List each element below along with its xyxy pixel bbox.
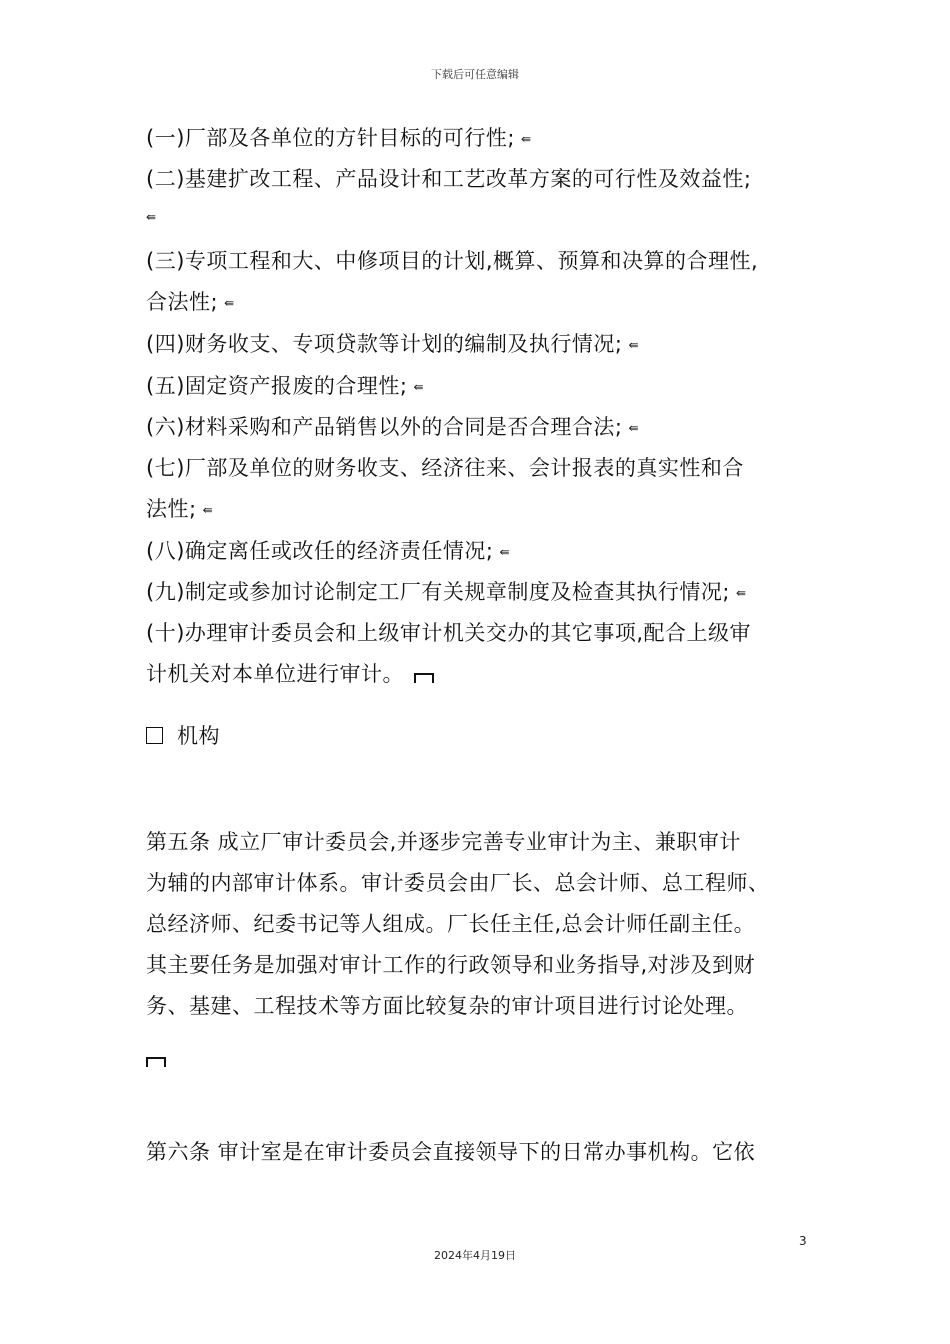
article-text: 总经济师、纪委书记等人组成。厂长任主任,总会计师任副主任。 [146, 912, 756, 936]
paragraph-break-icon [414, 673, 434, 683]
article-line [146, 949, 755, 979]
checkbox-icon [146, 727, 163, 744]
paragraph-mark-icon: ⇚ [202, 503, 214, 517]
list-item [146, 163, 751, 193]
list-item-continuation [146, 493, 213, 523]
list-item-continuation [146, 204, 157, 228]
list-item [146, 122, 532, 152]
list-item [146, 452, 744, 482]
list-item-text: (九)制定或参加讨论制定工厂有关规章制度及检查其执行情况; [146, 580, 730, 604]
paragraph-mark-icon: ⇚ [735, 586, 747, 600]
article-line [146, 990, 748, 1020]
article-text: 为辅的内部审计体系。审计委员会由厂长、总会计师、总工程师、 [146, 871, 770, 895]
article-text: 其主要任务是加强对审计工作的行政领导和业务指导,对涉及到财 [146, 953, 756, 977]
article-line [146, 826, 741, 856]
article-line [146, 1136, 755, 1166]
paragraph-mark-icon: ⇚ [628, 421, 640, 435]
list-item [146, 411, 639, 441]
list-item-text: (四)财务收支、专项贷款等计划的编制及执行情况; [146, 332, 623, 356]
list-item-text: 计机关对本单位进行审计。 [146, 662, 404, 686]
list-item [146, 370, 424, 400]
list-item-text: (五)固定资产报废的合理性; [146, 374, 408, 398]
list-item [146, 535, 510, 565]
list-item [146, 328, 639, 358]
list-item-text: (七)厂部及单位的财务收支、经济往来、会计报表的真实性和合 [146, 456, 744, 480]
paragraph-mark-icon: ⇚ [146, 210, 157, 224]
paragraph-mark-icon: ⇚ [628, 338, 640, 352]
paragraph-mark-icon: ⇚ [224, 296, 235, 310]
article-line-end [146, 1046, 166, 1070]
page-number: 3 [799, 1234, 807, 1248]
section-title: 机构 [177, 724, 220, 748]
article-line [146, 908, 755, 938]
list-item-text: 法性; [146, 497, 197, 521]
paragraph-mark-icon: ⇚ [499, 545, 511, 559]
paragraph-mark-icon: ⇚ [413, 380, 425, 394]
article-text: 务、基建、工程技术等方面比较复杂的审计项目进行讨论处理。 [146, 994, 748, 1018]
paragraph-break-icon [146, 1057, 166, 1067]
article-text: 第五条 成立厂审计委员会,并逐步完善专业审计为主、兼职审计 [146, 830, 741, 854]
list-item-text: (一)厂部及各单位的方针目标的可行性; [146, 126, 515, 150]
page-footer-date: 2024年4月19日 [434, 1249, 516, 1262]
list-item-text: (二)基建扩改工程、产品设计和工艺改革方案的可行性及效益性; [146, 167, 752, 191]
list-item-text: (十)办理审计委员会和上级审计机关交办的其它事项,配合上级审 [146, 621, 752, 645]
article-text: 第六条 审计室是在审计委员会直接领导下的日常办事机构。它依 [146, 1140, 756, 1164]
page-header: 下载后可任意编辑 [431, 68, 519, 81]
list-item [146, 245, 758, 275]
section-heading [146, 720, 220, 750]
list-item-continuation [146, 658, 434, 688]
paragraph-mark-icon: ⇚ [520, 132, 532, 146]
list-item-text: 合法性; [146, 290, 219, 314]
list-item-continuation [146, 286, 235, 316]
article-line [146, 867, 770, 897]
list-item-text: (八)确定离任或改任的经济责任情况; [146, 539, 494, 563]
list-item-text: (六)材料采购和产品销售以外的合同是否合理合法; [146, 415, 623, 439]
list-item [146, 617, 751, 647]
list-item [146, 576, 747, 606]
list-item-text: (三)专项工程和大、中修项目的计划,概算、预算和决算的合理性, [146, 249, 759, 273]
